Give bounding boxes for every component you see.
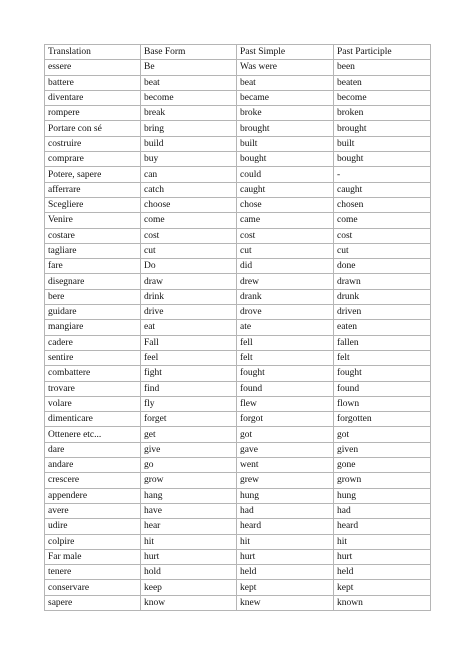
table-row	[45, 534, 431, 549]
cell-base-form: choose	[141, 197, 237, 212]
cell-translation: volare	[45, 396, 141, 411]
column-header-base-form: Base Form	[141, 45, 237, 60]
cell-translation: Ottenere etc...	[45, 427, 141, 442]
cell-past-simple: came	[237, 213, 334, 228]
table-row	[45, 152, 431, 167]
cell-past-simple: fought	[237, 366, 334, 381]
cell-past-simple: drank	[237, 289, 334, 304]
table-row	[45, 503, 431, 518]
cell-base-form: get	[141, 427, 237, 442]
cell-past-participle: caught	[334, 182, 431, 197]
cell-past-participle: known	[334, 595, 431, 610]
cell-translation: fare	[45, 259, 141, 274]
table-row	[45, 335, 431, 350]
irregular-verbs-table	[44, 44, 431, 611]
cell-base-form: eat	[141, 320, 237, 335]
column-header-translation: Translation	[45, 45, 141, 60]
cell-base-form: feel	[141, 350, 237, 365]
cell-past-participle: drunk	[334, 289, 431, 304]
cell-translation: combattere	[45, 366, 141, 381]
table-row	[45, 519, 431, 534]
cell-past-simple: felt	[237, 350, 334, 365]
cell-past-participle: kept	[334, 580, 431, 595]
cell-translation: udire	[45, 519, 141, 534]
cell-past-simple: got	[237, 427, 334, 442]
cell-base-form: bring	[141, 121, 237, 136]
cell-translation: costruire	[45, 136, 141, 151]
cell-translation: tenere	[45, 565, 141, 580]
table-row	[45, 473, 431, 488]
cell-past-participle: hurt	[334, 549, 431, 564]
cell-translation: disegnare	[45, 274, 141, 289]
cell-base-form: Fall	[141, 335, 237, 350]
cell-base-form: fly	[141, 396, 237, 411]
cell-past-simple: knew	[237, 595, 334, 610]
table-header	[45, 45, 431, 60]
cell-translation: trovare	[45, 381, 141, 396]
cell-past-simple: built	[237, 136, 334, 151]
cell-base-form: hurt	[141, 549, 237, 564]
cell-past-participle: -	[334, 167, 431, 182]
cell-past-simple: forgot	[237, 412, 334, 427]
cell-translation: afferrare	[45, 182, 141, 197]
cell-past-simple: chose	[237, 197, 334, 212]
table-row	[45, 412, 431, 427]
table-row	[45, 243, 431, 258]
cell-base-form: fight	[141, 366, 237, 381]
cell-past-participle: drawn	[334, 274, 431, 289]
cell-past-simple: grew	[237, 473, 334, 488]
table-row	[45, 213, 431, 228]
cell-base-form: forget	[141, 412, 237, 427]
cell-translation: diventare	[45, 90, 141, 105]
cell-past-participle: cut	[334, 243, 431, 258]
cell-past-participle: flown	[334, 396, 431, 411]
cell-past-participle: heard	[334, 519, 431, 534]
table-row	[45, 289, 431, 304]
table-row	[45, 458, 431, 473]
cell-base-form: catch	[141, 182, 237, 197]
cell-translation: colpire	[45, 534, 141, 549]
cell-base-form: drink	[141, 289, 237, 304]
cell-past-simple: bought	[237, 152, 334, 167]
cell-past-participle: got	[334, 427, 431, 442]
cell-past-simple: Was were	[237, 60, 334, 75]
cell-past-simple: hung	[237, 488, 334, 503]
cell-base-form: go	[141, 458, 237, 473]
cell-translation: Portare con sé	[45, 121, 141, 136]
table-row	[45, 121, 431, 136]
cell-past-simple: hurt	[237, 549, 334, 564]
cell-translation: sentire	[45, 350, 141, 365]
cell-base-form: draw	[141, 274, 237, 289]
cell-past-simple: hit	[237, 534, 334, 549]
cell-base-form: find	[141, 381, 237, 396]
cell-translation: Potere, sapere	[45, 167, 141, 182]
cell-translation: mangiare	[45, 320, 141, 335]
cell-base-form: come	[141, 213, 237, 228]
cell-past-participle: broken	[334, 106, 431, 121]
cell-past-participle: built	[334, 136, 431, 151]
cell-translation: Scegliere	[45, 197, 141, 212]
cell-past-participle: hit	[334, 534, 431, 549]
cell-past-participle: hung	[334, 488, 431, 503]
table-row	[45, 228, 431, 243]
table-row	[45, 442, 431, 457]
cell-base-form: hear	[141, 519, 237, 534]
cell-past-simple: went	[237, 458, 334, 473]
cell-translation: cadere	[45, 335, 141, 350]
cell-base-form: break	[141, 106, 237, 121]
cell-past-participle: held	[334, 565, 431, 580]
table-row	[45, 90, 431, 105]
cell-base-form: Be	[141, 60, 237, 75]
cell-past-simple: held	[237, 565, 334, 580]
cell-past-participle: found	[334, 381, 431, 396]
cell-past-simple: caught	[237, 182, 334, 197]
cell-past-participle: felt	[334, 350, 431, 365]
cell-past-participle: forgotten	[334, 412, 431, 427]
cell-past-participle: come	[334, 213, 431, 228]
cell-past-participle: beaten	[334, 75, 431, 90]
table-row	[45, 580, 431, 595]
cell-past-simple: cost	[237, 228, 334, 243]
column-header-past-participle: Past Participle	[334, 45, 431, 60]
table-row	[45, 75, 431, 90]
cell-past-simple: drove	[237, 305, 334, 320]
table-row	[45, 396, 431, 411]
table-row	[45, 488, 431, 503]
cell-base-form: hit	[141, 534, 237, 549]
cell-base-form: have	[141, 503, 237, 518]
table-row	[45, 60, 431, 75]
cell-base-form: build	[141, 136, 237, 151]
cell-base-form: become	[141, 90, 237, 105]
table-row	[45, 167, 431, 182]
table-row	[45, 565, 431, 580]
cell-past-simple: ate	[237, 320, 334, 335]
cell-translation: andare	[45, 458, 141, 473]
cell-translation: appendere	[45, 488, 141, 503]
cell-translation: avere	[45, 503, 141, 518]
cell-past-simple: flew	[237, 396, 334, 411]
table-body	[45, 60, 431, 611]
cell-base-form: grow	[141, 473, 237, 488]
cell-past-simple: did	[237, 259, 334, 274]
cell-past-simple: had	[237, 503, 334, 518]
cell-past-participle: gone	[334, 458, 431, 473]
table-row	[45, 106, 431, 121]
table-row	[45, 259, 431, 274]
cell-base-form: can	[141, 167, 237, 182]
cell-base-form: hold	[141, 565, 237, 580]
cell-past-participle: become	[334, 90, 431, 105]
table-row	[45, 350, 431, 365]
cell-translation: dare	[45, 442, 141, 457]
cell-past-simple: became	[237, 90, 334, 105]
cell-translation: conservare	[45, 580, 141, 595]
table-row	[45, 182, 431, 197]
cell-base-form: beat	[141, 75, 237, 90]
cell-translation: rompere	[45, 106, 141, 121]
cell-base-form: Do	[141, 259, 237, 274]
cell-past-participle: eaten	[334, 320, 431, 335]
cell-past-simple: broke	[237, 106, 334, 121]
cell-past-participle: cost	[334, 228, 431, 243]
cell-translation: comprare	[45, 152, 141, 167]
cell-translation: guidare	[45, 305, 141, 320]
cell-translation: sapere	[45, 595, 141, 610]
table-row	[45, 305, 431, 320]
cell-base-form: give	[141, 442, 237, 457]
cell-past-simple: kept	[237, 580, 334, 595]
cell-base-form: keep	[141, 580, 237, 595]
table-header-row	[45, 45, 431, 60]
cell-translation: dimenticare	[45, 412, 141, 427]
cell-past-simple: cut	[237, 243, 334, 258]
table-row	[45, 274, 431, 289]
table-row	[45, 595, 431, 610]
cell-past-simple: fell	[237, 335, 334, 350]
table-row	[45, 197, 431, 212]
table-row	[45, 427, 431, 442]
cell-past-participle: brought	[334, 121, 431, 136]
cell-past-simple: gave	[237, 442, 334, 457]
cell-past-participle: been	[334, 60, 431, 75]
cell-translation: costare	[45, 228, 141, 243]
cell-past-simple: could	[237, 167, 334, 182]
cell-base-form: buy	[141, 152, 237, 167]
cell-base-form: drive	[141, 305, 237, 320]
cell-past-participle: fallen	[334, 335, 431, 350]
cell-translation: essere	[45, 60, 141, 75]
cell-past-participle: grown	[334, 473, 431, 488]
cell-base-form: cost	[141, 228, 237, 243]
cell-past-simple: heard	[237, 519, 334, 534]
cell-past-simple: drew	[237, 274, 334, 289]
cell-translation: Venire	[45, 213, 141, 228]
cell-translation: tagliare	[45, 243, 141, 258]
cell-base-form: cut	[141, 243, 237, 258]
cell-past-participle: chosen	[334, 197, 431, 212]
cell-past-participle: driven	[334, 305, 431, 320]
cell-past-simple: found	[237, 381, 334, 396]
cell-past-participle: given	[334, 442, 431, 457]
cell-past-participle: done	[334, 259, 431, 274]
column-header-past-simple: Past Simple	[237, 45, 334, 60]
cell-translation: bere	[45, 289, 141, 304]
cell-translation: Far male	[45, 549, 141, 564]
cell-past-participle: bought	[334, 152, 431, 167]
cell-past-participle: had	[334, 503, 431, 518]
cell-past-simple: brought	[237, 121, 334, 136]
cell-base-form: hang	[141, 488, 237, 503]
table-row	[45, 366, 431, 381]
cell-base-form: know	[141, 595, 237, 610]
table-row	[45, 136, 431, 151]
cell-past-simple: beat	[237, 75, 334, 90]
table-row	[45, 381, 431, 396]
table-row	[45, 320, 431, 335]
table-row	[45, 549, 431, 564]
cell-translation: crescere	[45, 473, 141, 488]
cell-translation: battere	[45, 75, 141, 90]
cell-past-participle: fought	[334, 366, 431, 381]
